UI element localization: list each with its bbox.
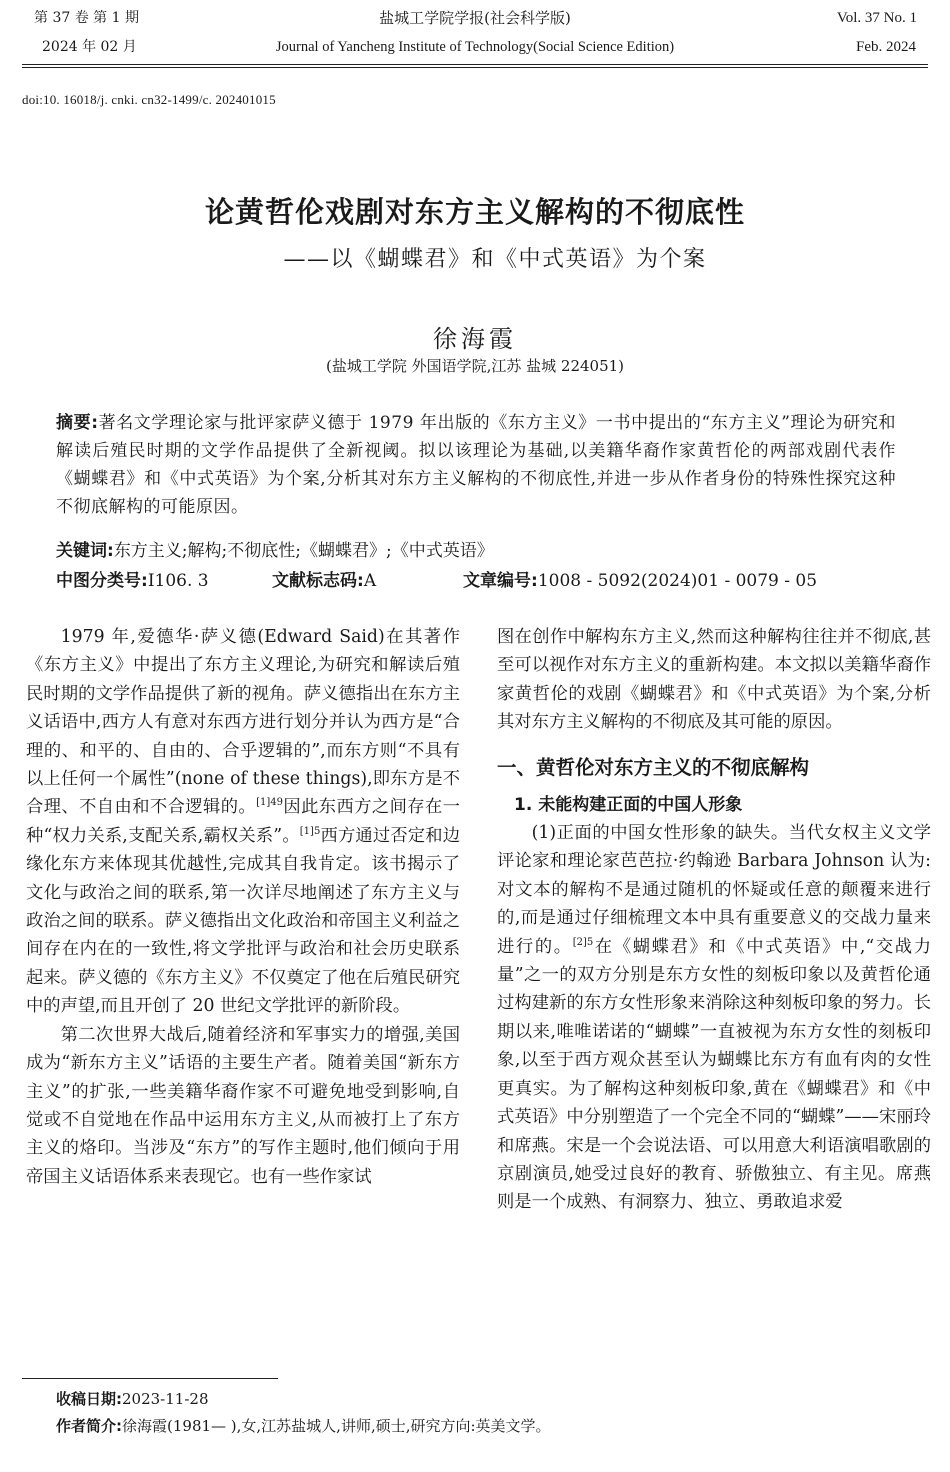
author-affiliation: (盐城工学院 外国语学院,江苏 盐城 224051) <box>325 357 625 375</box>
journal-name-en: Journal of Yancheng Institute of Technology(Social Science Edition) <box>275 39 675 55</box>
paragraph-2-continued: 图在创作中解构东方主义,然而这种解构往往并不彻底,甚至可以视作对东方主义的重新构建。本文拟以美籍华裔作家黄哲伦的戏剧《蝴蝶君》和《中式英语》为个案,分析其对东方主义解构的不彻底及其可能的原因。 <box>497 627 931 733</box>
abstract-text: 著名文学理论家与批评家萨义德于 1979 年出版的《东方主义》一书中提出的“东方主义”理论为研究和解读后殖民时期的文学作品提供了全新视阈。拟以该理论为基础,以美籍华裔作家黄哲伦的两部戏剧代表作《蝴蝶君》和《中式英语》为个案,分析其对东方主义解构的不彻底性,并进一步从作者身份的特殊性探究这种不彻底解构的可能原因。 <box>56 413 896 517</box>
header-rule <box>22 64 928 65</box>
article-subtitle: ——以《蝴蝶君》和《中式英语》为个案 <box>283 247 707 272</box>
keywords-text: 东方主义;解构;不彻底性;《蝴蝶君》;《中式英语》 <box>113 541 494 561</box>
p1-text-b: 因此东西方之间存在一种“权力关系,支配关系,霸权关系”。 <box>26 797 460 846</box>
doc-code-label: 文献标志码: <box>272 571 364 591</box>
doc-code-value: A <box>363 571 377 591</box>
received-label: 收稿日期: <box>56 1390 122 1408</box>
p3-text-a: (1)正面的中国女性形象的缺失。当代女权主义文学评论家和理论家芭芭拉·约翰逊 Barbara Johnson 认为:对文本的解构不是通过随机的怀疑或任意的颠覆来进行的,而是通过仔细梳理文本中具有重要意义的交战力量来进行的。 <box>497 823 931 957</box>
author-bio-label: 作者简介: <box>56 1417 122 1435</box>
citation-3: [2]5 <box>572 936 594 948</box>
abstract <box>56 409 896 521</box>
article-number-value: 1008 - 5092(2024)01 - 0079 - 05 <box>537 571 818 591</box>
author-name: 徐海霞 <box>433 325 517 353</box>
author-bio-value: 徐海霞(1981— ),女,江苏盐城人,讲师,硕士,研究方向:英美文学。 <box>122 1417 551 1435</box>
paragraph-1 <box>26 623 460 1021</box>
article-number-label: 文章编号: <box>463 571 538 591</box>
document-code <box>272 566 376 591</box>
keywords-label: 关键词: <box>56 541 114 561</box>
article-number <box>463 566 817 591</box>
paragraph-2: 第二次世界大战后,随着经济和军事实力的增强,美国成为“新东方主义”话语的主要生产者。随着美国“新东方主义”的扩张,一些美籍华裔作家不可避免地受到影响,自觉或不自觉地在作品中运用东方主义,从而被打上了东方主义的烙印。当涉及“东方”的写作主题时,他们倾向于用帝国主义话语体系来表现它。也有一些作家试 <box>26 1024 460 1187</box>
citation-2: [1]5 <box>299 826 321 838</box>
section-heading-1: 一、黄哲伦对东方主义的不彻底解构 <box>497 755 810 779</box>
subsection-heading-1: 1. 未能构建正面的中国人形象 <box>514 794 743 815</box>
author-bio <box>56 1415 551 1436</box>
clc-value: I106. 3 <box>147 571 209 591</box>
clc-number <box>56 566 209 591</box>
received-value: 2023-11-28 <box>122 1390 209 1408</box>
abstract-label: 摘要: <box>56 413 99 433</box>
publication-date: 2024 年 02 月 <box>42 39 137 55</box>
p3-text-b: 在《蝴蝶君》和《中式英语》中,“交战力量”之一的双方分别是东方女性的刻板印象以及黄哲伦通过构建新的东方女性形象来消除这种刻板印象的努力。长期以来,唯唯诺诺的“蝴蝶”一直被视为东方女性的刻板印象,以至于西方观众甚至认为蝴蝶比东方有血有肉的女性更真实。为了解构这种刻板印象,黄在《蝴蝶君》和《中式英语》中分别塑造了一个完全不同的“蝴蝶”——宋丽玲和席燕。宋是一个会说法语、可以用意大利语演唱歌剧的京剧演员,她受过良好的教育、骄傲独立、有主见。席燕则是一个成熟、有洞察力、独立、勇敢追求爱 <box>497 936 931 1213</box>
keywords <box>56 536 494 561</box>
footnote-rule <box>22 1378 278 1379</box>
volume-en: Vol. 37 No. 1 <box>836 10 917 26</box>
paragraph-3 <box>497 819 931 1217</box>
p1-text-c: 西方通过否定和边缘化东方来体现其优越性,完成其自我肯定。该书揭示了文化与政治之间的联系,第一次详尽地阐述了东方主义与政治之间的联系。萨义德指出文化政治和帝国主义利益之间存在内在的一致性,将文学批评与政治和社会历史联系起来。萨义德的《东方主义》不仅奠定了他在后殖民研究中的声望,而且开创了 20 世纪文学批评的新阶段。 <box>26 825 460 1017</box>
body-right-column <box>497 623 931 1217</box>
clc-label: 中图分类号: <box>56 571 148 591</box>
p1-text-a: 1979 年,爱德华·萨义德(Edward Said)在其著作《东方主义》中提出了东方主义理论,为研究和解读后殖民时期的文学作品提供了新的视角。萨义德指出在东方主义话语中,西方人有意对东西方进行划分并认为西方是“合理的、和平的、自由的、合乎逻辑的”,而东方则“不具有以上任何一个属性”(none of these things),即东方是不合理、不自由和不合逻辑的。 <box>26 627 460 818</box>
article-title: 论黄哲伦戏剧对东方主义解构的不彻底性 <box>204 195 745 229</box>
journal-name-cn: 盐城工学院学报(社会科学版) <box>379 9 571 27</box>
header-rule-thin <box>22 67 928 68</box>
doi: doi:10. 16018/j. cnki. cn32-1499/c. 202401015 <box>22 92 276 107</box>
date-en: Feb. 2024 <box>856 39 916 55</box>
body-left-column <box>26 623 460 1191</box>
citation-1: [1]49 <box>256 797 283 809</box>
volume-issue: 第 37 卷 第 1 期 <box>34 10 139 26</box>
received-date <box>56 1388 208 1409</box>
